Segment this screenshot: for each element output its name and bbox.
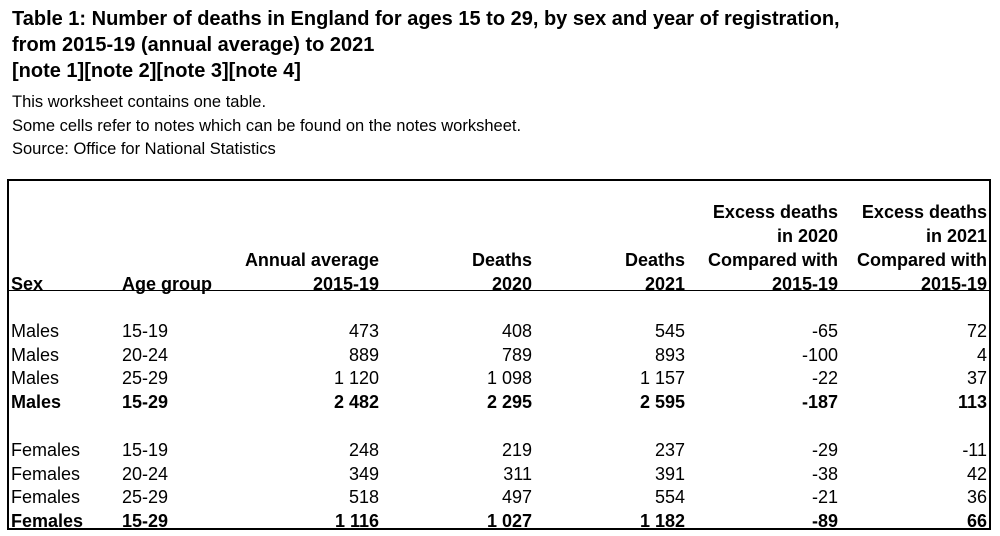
title-line-2: from 2015-19 (annual average) to 2021 <box>12 34 375 56</box>
cell-sex: Males <box>11 344 60 365</box>
cell-deaths-2021: 545 <box>654 320 685 341</box>
cell-deaths-2021: 554 <box>654 487 685 508</box>
cell-age-group: 20-24 <box>122 463 169 484</box>
header-line: in 2020 <box>776 226 838 246</box>
cell-annual-average: 473 <box>348 320 379 341</box>
cell-sex: Females <box>11 463 81 484</box>
cell-excess-2020: -187 <box>801 392 838 413</box>
title-notes: [note 1][note 2][note 3][note 4] <box>12 60 301 82</box>
table-row <box>9 320 989 344</box>
header-line: 2015-19 <box>312 274 379 294</box>
cell-sex: Females <box>11 511 84 532</box>
cell-deaths-2020: 789 <box>501 344 532 365</box>
cell-deaths-2020: 1 098 <box>486 368 532 389</box>
table-body <box>9 296 989 534</box>
cell-excess-2020: -29 <box>811 439 838 460</box>
cell-deaths-2021: 391 <box>654 463 685 484</box>
cell-annual-average: 349 <box>348 463 379 484</box>
cell-age-group: 15-19 <box>122 320 169 341</box>
cell-sex: Males <box>11 320 60 341</box>
cell-deaths-2020: 219 <box>501 439 532 460</box>
cell-deaths-2020: 497 <box>501 487 532 508</box>
cell-sex: Males <box>11 368 60 389</box>
header-line: 2021 <box>644 274 685 294</box>
cell-annual-average: 518 <box>348 487 379 508</box>
cell-excess-2021: 42 <box>966 463 987 484</box>
cell-excess-2021: 66 <box>966 511 987 532</box>
spacer-row <box>9 415 989 439</box>
header-line: Deaths <box>624 250 685 270</box>
cell-excess-2021: -11 <box>962 439 987 460</box>
cell-deaths-2021: 1 182 <box>639 511 685 532</box>
header-line: Annual average <box>244 250 379 270</box>
table-row <box>9 486 989 510</box>
header-deaths-2021 <box>534 192 687 296</box>
cell-annual-average: 1 116 <box>334 511 379 532</box>
cell-sex: Males <box>11 392 62 413</box>
cell-excess-2021: 72 <box>966 320 987 341</box>
header-deaths-2020 <box>381 192 534 296</box>
cell-annual-average: 1 120 <box>333 368 379 389</box>
info-line-1: This worksheet contains one table. <box>12 93 267 111</box>
header-age-group <box>120 192 230 296</box>
table-row <box>9 463 989 487</box>
info-line-2: Some cells refer to notes which can be found on the notes worksheet. <box>12 116 522 135</box>
cell-age-group: 25-29 <box>122 368 169 389</box>
cell-age-group: 15-29 <box>122 392 169 413</box>
cell-excess-2020: -65 <box>811 320 838 341</box>
header-line: 2015-19 <box>771 274 838 294</box>
cell-age-group: 25-29 <box>122 487 169 508</box>
cell-sex: Females <box>11 439 81 460</box>
cell-excess-2021: 4 <box>976 344 987 365</box>
cell-annual-average: 2 482 <box>333 392 379 413</box>
header-line: Deaths <box>471 250 532 270</box>
cell-deaths-2021: 237 <box>654 439 685 460</box>
cell-excess-2021: 113 <box>957 392 987 413</box>
cell-deaths-2021: 2 595 <box>639 392 685 413</box>
header-line: Compared with <box>856 250 987 270</box>
cell-deaths-2020: 2 295 <box>486 392 532 413</box>
header-line: 2015-19 <box>920 274 987 294</box>
table-row <box>9 367 989 391</box>
header-line: in 2021 <box>925 226 987 246</box>
header-line: Age group <box>122 274 212 294</box>
header-row <box>9 192 989 296</box>
cell-annual-average: 889 <box>348 344 379 365</box>
table-title <box>12 6 992 84</box>
header-line: Sex <box>11 274 44 294</box>
cell-deaths-2020: 408 <box>501 320 532 341</box>
info-source: Source: Office for National Statistics <box>12 140 276 158</box>
table-row <box>9 344 989 368</box>
cell-excess-2020: -21 <box>811 487 838 508</box>
header-sex <box>9 192 120 296</box>
cell-age-group: 15-19 <box>122 439 169 460</box>
cell-deaths-2021: 1 157 <box>639 368 685 389</box>
cell-excess-2021: 36 <box>966 487 987 508</box>
header-excess-deaths-2020 <box>687 192 840 296</box>
header-line: Excess deaths <box>861 202 987 222</box>
header-excess-deaths-2021 <box>840 192 989 296</box>
cell-excess-2021: 37 <box>966 368 987 389</box>
worksheet-info <box>12 91 992 162</box>
cell-excess-2020: -100 <box>801 344 838 365</box>
spacer-row <box>9 296 989 320</box>
cell-deaths-2021: 893 <box>654 344 685 365</box>
cell-deaths-2020: 311 <box>503 463 532 484</box>
header-line: Excess deaths <box>712 202 838 222</box>
table-row <box>9 510 989 534</box>
header-line: Compared with <box>707 250 838 270</box>
deaths-table <box>9 192 989 534</box>
cell-excess-2020: -38 <box>811 463 838 484</box>
cell-age-group: 20-24 <box>122 344 169 365</box>
cell-age-group: 15-29 <box>122 511 169 532</box>
title-line-1: Table 1: Number of deaths in England for ages 15 to 29, by sex and year of registration, <box>12 8 840 30</box>
cell-excess-2020: -22 <box>811 368 838 389</box>
cell-excess-2020: -89 <box>811 511 838 532</box>
cell-deaths-2020: 1 027 <box>486 511 532 532</box>
cell-sex: Females <box>11 487 81 508</box>
cell-annual-average: 248 <box>348 439 379 460</box>
header-line: 2020 <box>491 274 532 294</box>
header-annual-average <box>230 192 381 296</box>
table-row <box>9 439 989 463</box>
table-row <box>9 391 989 415</box>
